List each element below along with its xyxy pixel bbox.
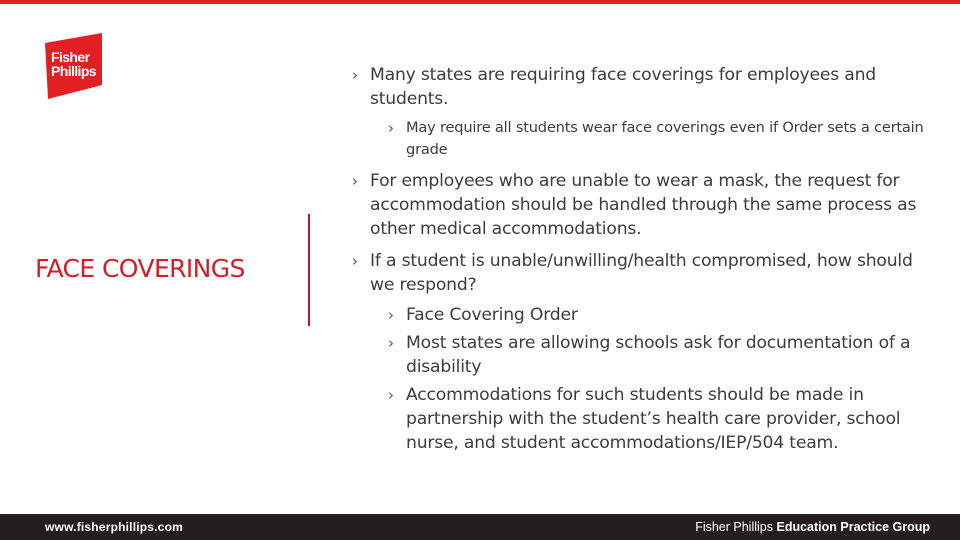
sub-bullet-item bbox=[388, 331, 932, 379]
bullet-list bbox=[352, 63, 932, 455]
bullet-text: Many states are requiring face coverings for employees and students. bbox=[370, 65, 876, 109]
footer-website-link[interactable]: www.fisherphillips.com bbox=[45, 520, 183, 534]
chevron-right-icon: › bbox=[352, 66, 358, 84]
bullet-item bbox=[352, 249, 932, 297]
chevron-right-icon: › bbox=[388, 306, 394, 324]
sub-bullet-text: Face Covering Order bbox=[406, 305, 578, 325]
footer-group-name bbox=[695, 520, 930, 534]
sub-bullet-item bbox=[388, 303, 932, 327]
chevron-right-icon: › bbox=[352, 172, 358, 190]
bullet-text: For employees who are unable to wear a mask, the request for accommodation should be handled through the same process as other medical accommodations. bbox=[370, 171, 917, 239]
sub-bullet-text: Accommodations for such students should be made in partnership with the student’s health care provider, school nurse, and student accommodations/IEP/504 team. bbox=[406, 385, 901, 453]
chevron-right-icon: › bbox=[388, 119, 394, 137]
slide-title: FACE COVERINGS bbox=[35, 254, 245, 283]
title-divider bbox=[308, 214, 310, 326]
bullet-item bbox=[352, 63, 932, 111]
logo-text-line1: Fisher bbox=[51, 49, 90, 65]
chevron-right-icon: › bbox=[388, 386, 394, 404]
footer-practice-group: Education Practice Group bbox=[776, 520, 930, 534]
bullet-text: If a student is unable/unwilling/health compromised, how should we respond? bbox=[370, 251, 913, 295]
fisher-phillips-logo bbox=[42, 33, 105, 99]
chevron-right-icon: › bbox=[352, 252, 358, 270]
logo-text-line2: Phillips bbox=[51, 63, 96, 79]
top-accent-bar bbox=[0, 0, 960, 4]
sub-bullet-item bbox=[388, 117, 932, 161]
bullet-item bbox=[352, 169, 932, 241]
footer-org-name: Fisher Phillips bbox=[695, 520, 773, 534]
footer-bar bbox=[0, 514, 960, 540]
chevron-right-icon: › bbox=[388, 334, 394, 352]
sub-bullet-item bbox=[388, 383, 932, 455]
sub-bullet-text: Most states are allowing schools ask for documentation of a disability bbox=[406, 333, 911, 377]
sub-bullet-text: May require all students wear face coverings even if Order sets a certain grade bbox=[406, 119, 924, 158]
